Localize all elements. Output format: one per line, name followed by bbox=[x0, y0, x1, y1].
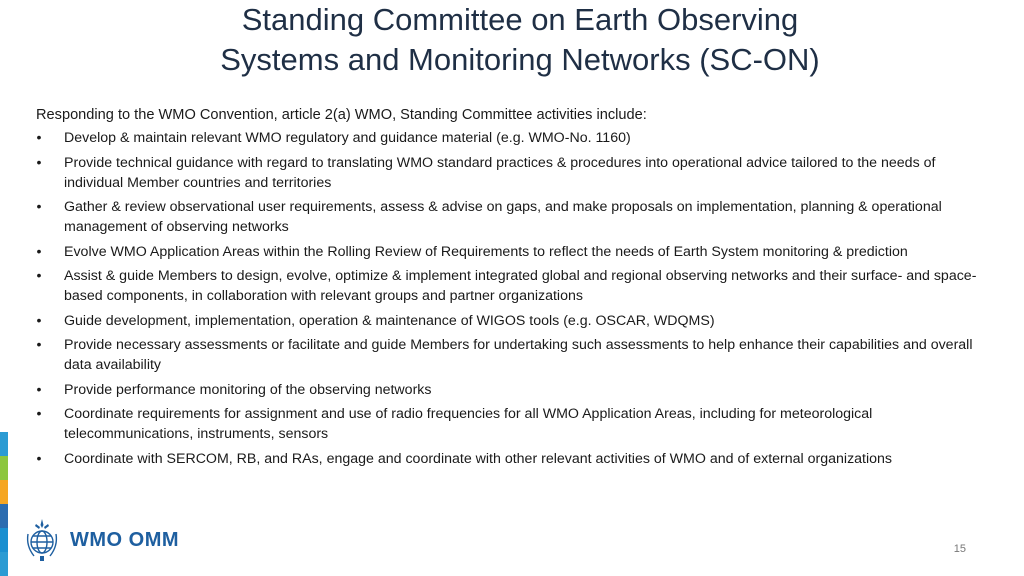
bullet-dot: • bbox=[36, 406, 42, 422]
bullet-text: Assist & guide Members to design, evolve, optimize & implement integrated global and regional observing networks and their surface- and space-based components, in collaboration with relevant groups and partner organizations bbox=[64, 268, 977, 304]
bullet-text: Provide performance monitoring of the observing networks bbox=[64, 381, 432, 398]
title-line-2: Systems and Monitoring Networks (SC-ON) bbox=[220, 42, 820, 77]
list-item bbox=[34, 197, 984, 237]
list-item bbox=[34, 311, 984, 331]
list-item bbox=[34, 404, 984, 444]
list-item bbox=[34, 380, 984, 400]
bullet-dot: • bbox=[36, 199, 42, 215]
accent-segment bbox=[0, 456, 8, 480]
bullet-dot: • bbox=[36, 337, 42, 353]
accent-segment bbox=[0, 552, 8, 576]
list-item bbox=[34, 128, 984, 148]
list-item bbox=[34, 449, 984, 469]
bullet-dot: • bbox=[36, 268, 42, 284]
wmo-emblem-icon bbox=[22, 516, 62, 564]
bullet-text: Guide development, implementation, operation & maintenance of WIGOS tools (e.g. OSCAR, WDQMS) bbox=[64, 312, 715, 329]
bullet-dot: • bbox=[36, 381, 42, 398]
bullet-text: Provide technical guidance with regard to translating WMO standard practices & procedures into operational advice tailored to the needs of individual Member countries and territories bbox=[64, 154, 936, 191]
wmo-logo bbox=[22, 516, 179, 564]
bullet-text: Gather & review observational user requirements, assess & advise on gaps, and make proposals on implementation, planning & operational management of observing networks bbox=[64, 199, 942, 235]
list-item bbox=[34, 242, 984, 262]
bullet-text: Coordinate with SERCOM, RB, and RAs, engage and coordinate with other relevant activities of WMO and of external organizations bbox=[64, 450, 893, 467]
list-item bbox=[34, 266, 984, 306]
logo-text: WMO OMM bbox=[70, 528, 180, 551]
bullet-dot: • bbox=[36, 130, 42, 146]
slide-title bbox=[0, 0, 1024, 80]
title-line-1: Standing Committee on Earth Observing bbox=[241, 2, 799, 37]
bullet-text: Develop & maintain relevant WMO regulatory and guidance material (e.g. WMO-No. 1160) bbox=[64, 130, 631, 146]
bullet-dot: • bbox=[36, 154, 42, 171]
page-number: 15 bbox=[953, 543, 966, 555]
list-item bbox=[34, 335, 984, 375]
bullet-dot: • bbox=[36, 450, 42, 467]
intro-text: Responding to the WMO Convention, article 2(a) WMO, Standing Committee activities include: bbox=[36, 107, 647, 123]
accent-segment bbox=[0, 504, 8, 528]
accent-segment bbox=[0, 432, 8, 456]
accent-segment bbox=[0, 480, 8, 504]
bullet-text: Coordinate requirements for assignment and use of radio frequencies for all WMO Application Areas, including for meteorological telecommunications, instruments, sensors bbox=[64, 406, 873, 442]
bullet-dot: • bbox=[36, 312, 42, 329]
bullet-text: Evolve WMO Application Areas within the Rolling Review of Requirements to reflect the needs of Earth System monitoring & prediction bbox=[64, 243, 908, 260]
accent-segment bbox=[0, 528, 8, 552]
list-item bbox=[34, 153, 984, 193]
bullet-dot: • bbox=[36, 243, 42, 260]
bullet-list bbox=[34, 128, 984, 473]
accent-color-bar bbox=[0, 432, 8, 576]
bullet-text: Provide necessary assessments or facilitate and guide Members for undertaking such assessments to help enhance their capabilities and overall data availability bbox=[64, 337, 973, 373]
